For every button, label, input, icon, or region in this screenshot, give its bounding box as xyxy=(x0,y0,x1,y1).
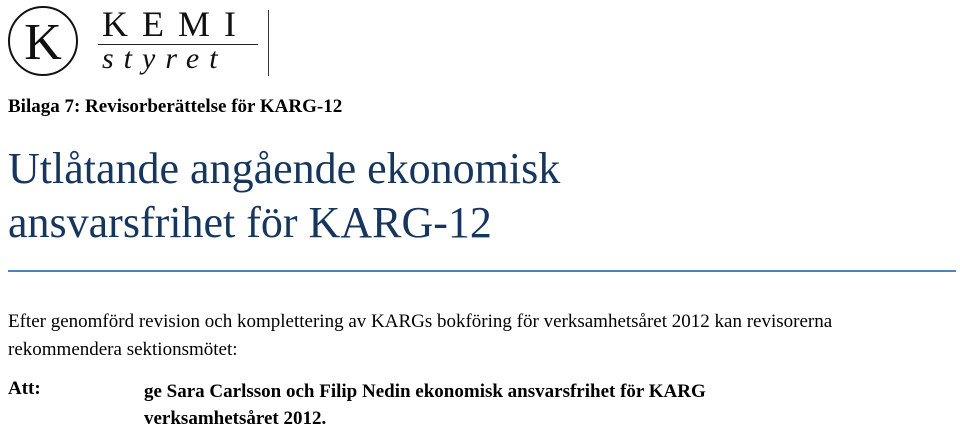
att-statement xyxy=(144,378,934,432)
logo-word-styret: styret xyxy=(102,42,228,75)
page-title-line-1: Utlåtande angående ekonomisk xyxy=(8,144,561,193)
logo-vertical-line xyxy=(268,10,269,76)
page-title xyxy=(8,142,560,250)
logo-word-kemi: KEMI xyxy=(102,4,250,44)
heading-divider xyxy=(8,270,956,272)
intro-paragraph: Efter genomförd revision och komplettering av KARGs bokföring för verksamhetsåret 2012 kan revisorerna rekommendera sektionsmötet: xyxy=(8,311,833,360)
logo-letter: K xyxy=(24,14,62,71)
att-statement-line-2: verksamhetsåret 2012. xyxy=(144,408,327,429)
logo-circle-mark xyxy=(6,4,96,78)
att-statement-line-1: ge Sara Carlsson och Filip Nedin ekonomisk ansvarsfrihet för KARG xyxy=(144,381,706,402)
appendix-title: Bilaga 7: Revisorberättelse för KARG-12 xyxy=(8,96,343,117)
att-label: Att: xyxy=(8,378,41,399)
page-title-line-2: ansvarsfrihet för KARG-12 xyxy=(8,198,492,247)
kemistyret-logo xyxy=(6,4,268,78)
